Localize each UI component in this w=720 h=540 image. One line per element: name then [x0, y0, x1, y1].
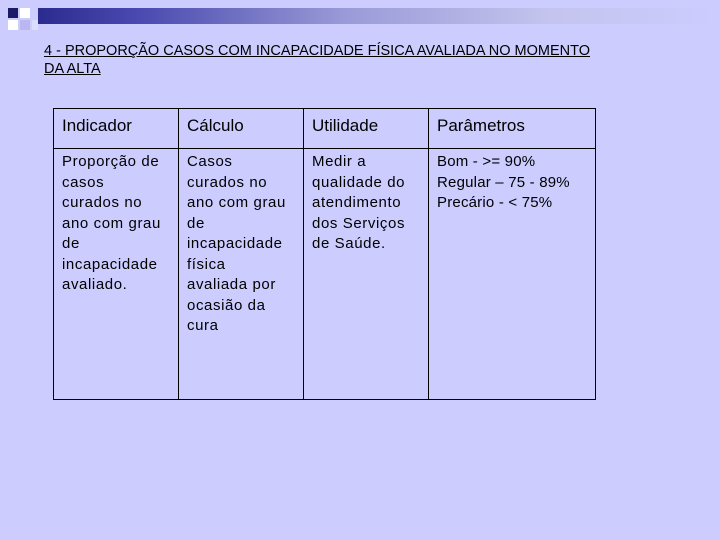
decoration-square-light: [20, 8, 30, 18]
cell-line: de Saúde.: [312, 235, 386, 252]
table-header-row: [54, 109, 596, 149]
parameter-bom: Bom - >= 90%: [437, 153, 536, 170]
cell-line: ano com grau: [187, 194, 286, 211]
cell-line: atendimento: [312, 194, 402, 211]
slide-header-decoration: [0, 0, 720, 44]
cell-line: ano com grau: [62, 214, 161, 232]
cell-line: Medir a: [312, 153, 367, 170]
cell-line: de: [62, 235, 80, 252]
cell-line: curados no: [62, 194, 143, 211]
table-row: [54, 149, 596, 400]
column-header-utilidade: Utilidade: [304, 109, 429, 149]
cell-line: incapacidade: [62, 255, 158, 273]
cell-line: avaliado.: [62, 276, 128, 293]
cell-line: cura: [187, 317, 219, 334]
column-header-parametros: Parâmetros: [429, 109, 596, 149]
decoration-square-mid: [20, 20, 30, 30]
slide-title: 4 - PROPORÇÃO CASOS COM INCAPACIDADE FÍSICA AVALIADA NO MOMENTO DA ALTA: [44, 43, 591, 77]
cell-utilidade: [304, 149, 429, 400]
cell-calculo: [179, 149, 304, 400]
cell-line: incapacidade: [187, 235, 283, 252]
column-header-calculo: Cálculo: [179, 109, 304, 149]
cell-line: física: [187, 255, 226, 273]
cell-parametros: [429, 149, 596, 400]
cell-line: casos: [62, 173, 105, 191]
cell-line: de: [187, 214, 205, 232]
cell-line: curados no: [187, 173, 268, 191]
cell-line: dos Serviços: [312, 214, 406, 232]
decoration-gradient-band: [38, 8, 720, 24]
cell-line: ocasião da: [187, 296, 266, 314]
cell-indicador: [54, 149, 179, 400]
indicator-table: [53, 108, 596, 400]
cell-line: Proporção de: [62, 153, 160, 170]
decoration-square-dark: [8, 8, 18, 18]
cell-line: Casos: [187, 153, 233, 170]
cell-line: qualidade do: [312, 173, 406, 191]
column-header-indicador: Indicador: [54, 109, 179, 149]
parameter-precario: Precário - < 75%: [437, 194, 553, 211]
decoration-square-light: [8, 20, 18, 30]
parameter-regular: Regular – 75 - 89%: [437, 173, 570, 191]
cell-line: avaliada por: [187, 276, 276, 293]
